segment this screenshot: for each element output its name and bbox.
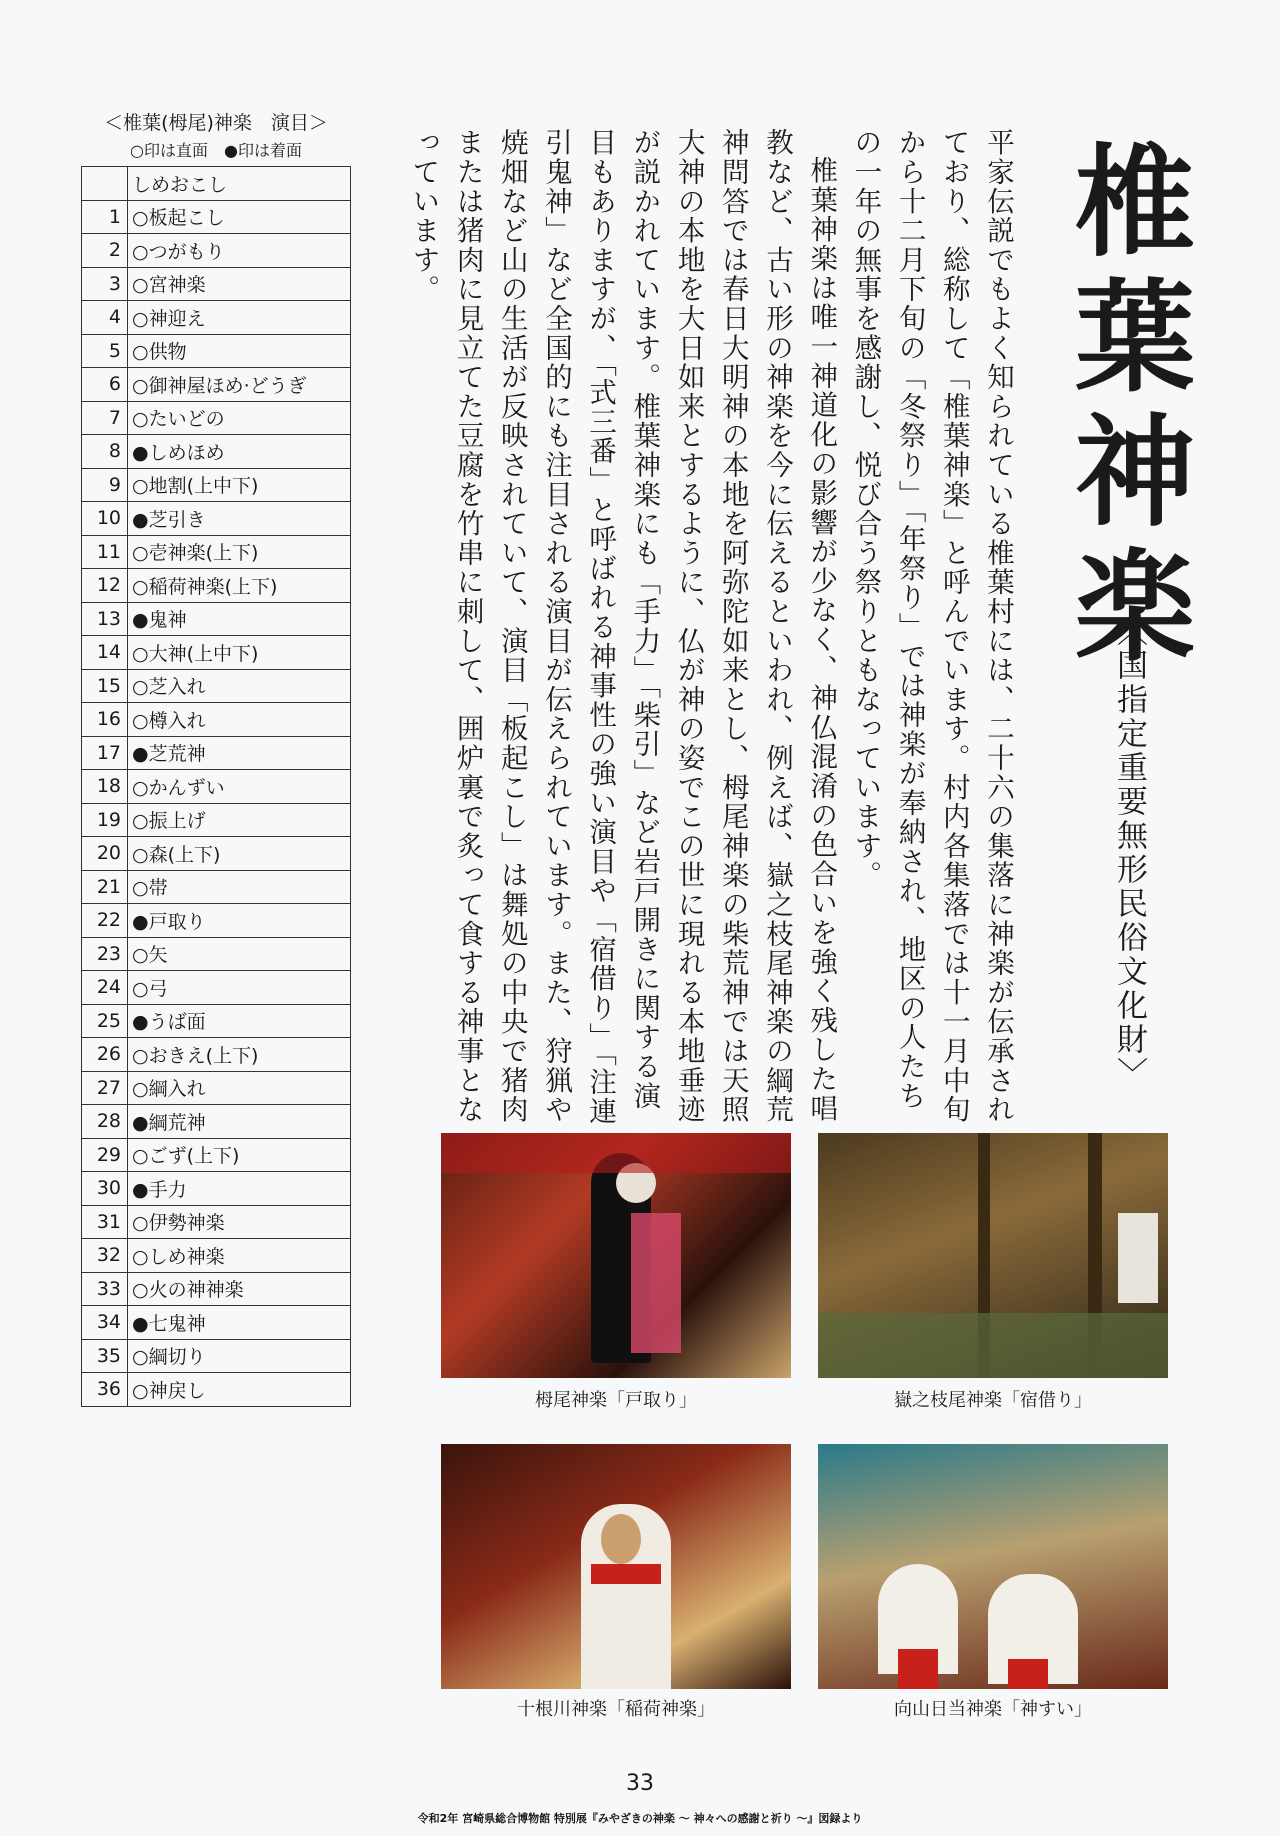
table-row [82,1339,351,1373]
table-row [82,636,351,670]
table-row [82,602,351,636]
table-row [82,904,351,938]
program-name: ○おきえ(上下) [128,1038,351,1072]
table-row [82,1205,351,1239]
program-name: しめおこし [128,167,351,201]
program-name: ○ごず(上下) [128,1138,351,1172]
table-row [82,770,351,804]
program-name: ●綱荒神 [128,1105,351,1139]
table-row [82,334,351,368]
photo-caption: 栂尾神楽「戸取り」 [535,1390,697,1411]
program-number: 19 [82,803,128,837]
program-number: 29 [82,1138,128,1172]
program-number: 1 [82,200,128,234]
program-number: 28 [82,1105,128,1139]
program-number: 24 [82,971,128,1005]
program-number: 36 [82,1373,128,1407]
table-row [82,1373,351,1407]
program-name: ○神戻し [128,1373,351,1407]
program-name: ○稲荷神楽(上下) [128,569,351,603]
program-name: ○振上げ [128,803,351,837]
program-name: ○弓 [128,971,351,1005]
program-name: ○帯 [128,870,351,904]
paragraph: 椎葉神楽は唯一神道化の影響が少なく、神仏混淆の色合いを強く残した唱教など、古い形の神楽を今に伝えるといわれ、例えば、嶽之枝尾神楽の綱荒神問答では春日大明神の本地を阿弥陀如来とし、栂尾神楽の柴荒神では天照大神の本地を大日如来とするように、仏が神の姿でこの世に現れる本地垂迹が説かれています。椎葉神楽にも「手力」「柴引」など岩戸開きに関する演目もありますが、「式三番」と呼ばれる神事性の強い演目や「宿借り」「注連引鬼神」など全国的にも注目される演目が伝えられています。また、狩猟や焼畑など山の生活が反映されていて、演目「板起こし」は舞処の中央で猪肉または猪肉に見立てた豆腐を竹串に刺して、囲炉裏で炙って食する神事となっています。 [407,128,838,1126]
table-row [82,569,351,603]
program-number: 2 [82,234,128,268]
program-number: 4 [82,301,128,335]
program-number: 15 [82,669,128,703]
program-name: ○宮神楽 [128,267,351,301]
program-number: 32 [82,1239,128,1273]
program-number: 17 [82,736,128,770]
photo-caption: 十根川神楽「稲荷神楽」 [517,1699,715,1720]
program-name: ○供物 [128,334,351,368]
program-number: 26 [82,1038,128,1072]
page-title: 椎葉神楽 [1075,132,1195,678]
table-row [82,234,351,268]
program-name: ○壱神楽(上下) [128,535,351,569]
program-name: ●戸取り [128,904,351,938]
program-number: 9 [82,468,128,502]
table-row [82,1071,351,1105]
program-name: ●芝引き [128,502,351,536]
program-number: 6 [82,368,128,402]
table-row [82,535,351,569]
program-name: ○大神(上中下) [128,636,351,670]
photo-caption: 嶽之枝尾神楽「宿借り」 [894,1390,1092,1411]
program-name: ○神迎え [128,301,351,335]
table-row [82,301,351,335]
article-body [407,128,1020,1128]
program-number: 10 [82,502,128,536]
table-row [82,1105,351,1139]
table-row [82,1004,351,1038]
program-number: 8 [82,435,128,469]
table-row [82,1172,351,1206]
program-name: ○御神屋ほめ·どうぎ [128,368,351,402]
program-name: ○たいどの [128,401,351,435]
program-name: ●鬼神 [128,602,351,636]
program-name: ●七鬼神 [128,1306,351,1340]
program-name: ●しめほめ [128,435,351,469]
program-name: ○つがもり [128,234,351,268]
table-row [82,803,351,837]
table-row [82,1138,351,1172]
table-row [82,1239,351,1273]
table-row [82,1272,351,1306]
photo-yadokari [818,1133,1168,1378]
program-name: ○火の神神楽 [128,1272,351,1306]
program-number: 11 [82,535,128,569]
program-name: ○しめ神楽 [128,1239,351,1273]
program-name: ○地割(上中下) [128,468,351,502]
program-number: 33 [82,1272,128,1306]
table-row [82,401,351,435]
program-number: 30 [82,1172,128,1206]
program-name: ○矢 [128,937,351,971]
photo-inari [441,1444,791,1689]
program-number: 7 [82,401,128,435]
table-row [82,837,351,871]
program-number: 21 [82,870,128,904]
paragraph: 平家伝説でもよく知られている椎葉村には、二十六の集落に神楽が伝承されており、総称して「椎葉神楽」と呼んでいます。村内各集落では十一月中旬から十二月下旬の「冬祭り」「年祭り」では神楽が奉納され、地区の人たちの一年の無事を感謝し、悦び合う祭りともなっています。 [849,128,1014,1125]
table-row [82,267,351,301]
program-name: ○樽入れ [128,703,351,737]
table-row [82,435,351,469]
program-name: ●手力 [128,1172,351,1206]
program-number: 13 [82,602,128,636]
program-number: 23 [82,937,128,971]
program-table [81,166,351,1407]
program-name: ○綱入れ [128,1071,351,1105]
program-name: ●うば面 [128,1004,351,1038]
table-row [82,736,351,770]
program-name: ○かんずい [128,770,351,804]
table-row [82,502,351,536]
program-number: 18 [82,770,128,804]
program-number: 14 [82,636,128,670]
table-row [82,468,351,502]
program-name: ●芝荒神 [128,736,351,770]
table-row [82,1306,351,1340]
program-number: 35 [82,1339,128,1373]
program-number: 22 [82,904,128,938]
program-number: 25 [82,1004,128,1038]
program-number [82,167,128,201]
program-legend: ○印は直面 ●印は着面 [130,141,302,160]
program-name: ○伊勢神楽 [128,1205,351,1239]
program-title: ＜椎葉(栂尾)神楽 演目＞ [104,112,328,134]
table-row [82,937,351,971]
program-number: 20 [82,837,128,871]
program-number: 27 [82,1071,128,1105]
program-name: ○綱切り [128,1339,351,1373]
program-number: 12 [82,569,128,603]
photo-caption: 向山日当神楽「神すい」 [894,1699,1092,1720]
table-row [82,200,351,234]
program-number: 31 [82,1205,128,1239]
footer-credit: 令和2年 宮崎県総合博物館 特別展『みやざきの神楽 ～ 神々への感謝と祈り ～』図録より [417,1812,863,1825]
program-name: ○森(上下) [128,837,351,871]
table-row [82,870,351,904]
table-row [82,703,351,737]
photo-kamisui [818,1444,1168,1689]
table-row [82,1038,351,1072]
table-row [82,669,351,703]
table-row [82,167,351,201]
program-name: ○芝入れ [128,669,351,703]
page-number: 33 [626,1771,654,1796]
program-name: ○板起こし [128,200,351,234]
designation-label: 〈国指定重要無形民俗文化財〉 [1111,615,1147,1091]
program-number: 34 [82,1306,128,1340]
program-number: 16 [82,703,128,737]
program-number: 5 [82,334,128,368]
table-row [82,368,351,402]
table-row [82,971,351,1005]
program-number: 3 [82,267,128,301]
photo-totori [441,1133,791,1378]
